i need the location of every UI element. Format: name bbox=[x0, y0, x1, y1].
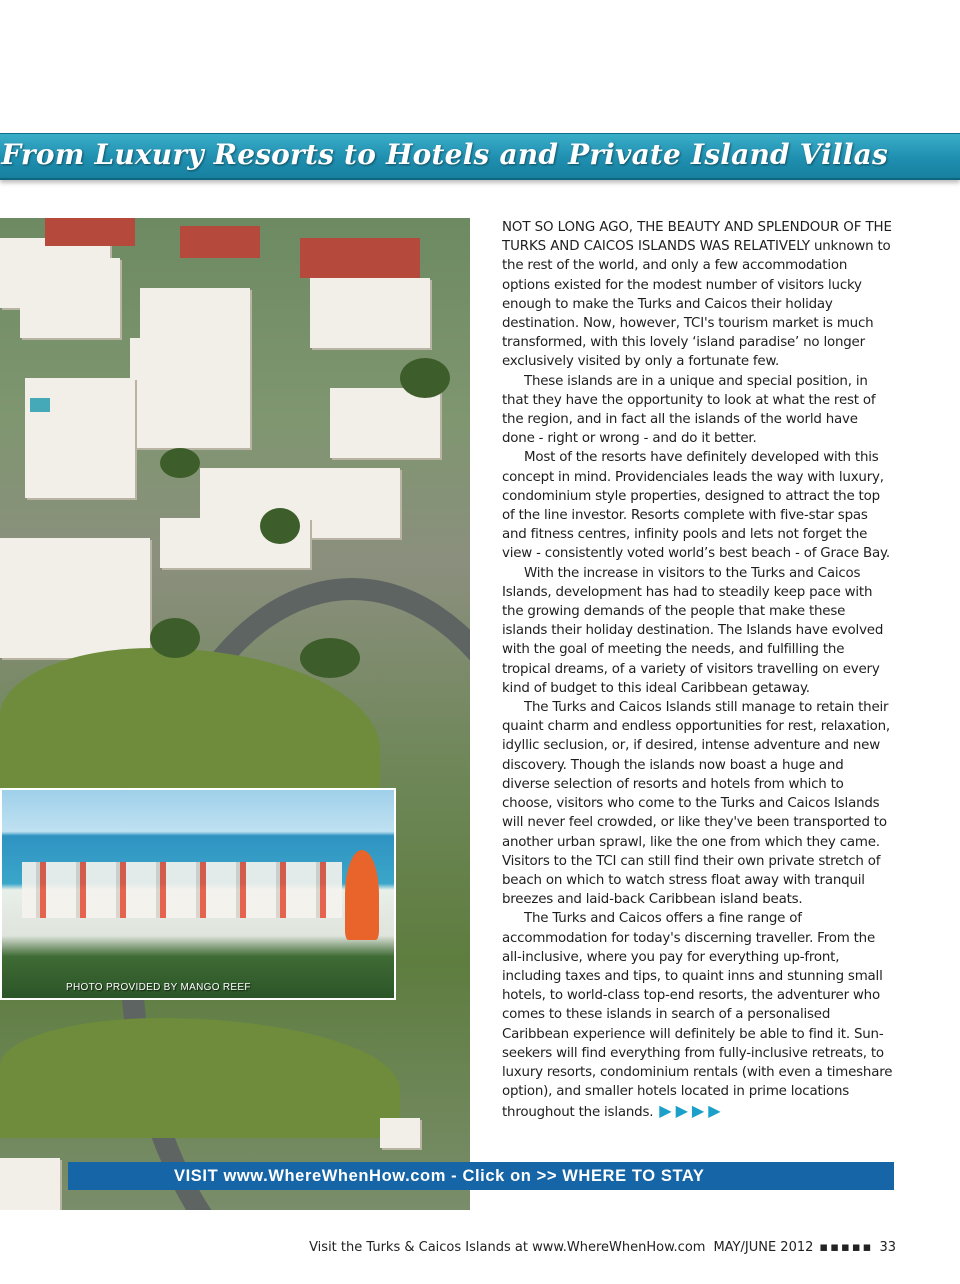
page-footer bbox=[309, 1240, 896, 1255]
issue-date: MAY/JUNE 2012 bbox=[713, 1240, 814, 1255]
page-number: 33 bbox=[879, 1240, 896, 1255]
visit-website-banner[interactable]: VISIT www.WhereWhenHow.com - Click on >> WHERE TO STAY bbox=[68, 1162, 894, 1190]
article-body bbox=[502, 218, 894, 1123]
terrace-chairs bbox=[22, 862, 342, 918]
article-paragraph: Most of the resorts have definitely developed with this concept in mind. Providenciales leads the way with luxury, condominium style properties, designed to attract the top of the line investor. Resorts complete with five-star spas and fitness centres, infinity pools and lets not forget the view - consistently voted world’s best beach - of Grace Bay. bbox=[502, 450, 890, 562]
article-paragraph bbox=[502, 218, 894, 372]
lead-rest: unknown to the rest of the world, and only a few accommodation options existed for the modest number of visitors lucky enough to make the Turks and Caicos their holiday destination. Now, however, TCI's tourism market is much transformed, with this lovely ‘island paradise’ no longer exclusively visited by only a fortunate few. bbox=[502, 239, 891, 370]
aerial-resort-photo bbox=[0, 218, 470, 1210]
article-paragraph: The Turks and Caicos Islands still manage to retain their quaint charm and endless opportunities for rest, relaxation, idyllic seclusion, or, if desired, intense adventure and new discovery. Though the islands now boast a huge and diverse selection of resorts and hotels from which to choose, visitors who come to the Turks and Caicos Islands will never feel crowded, or like they've been transported to another urban sprawl, like the one from which they came. Visitors to the TCI can still find their own private stretch of beach on which to watch stress float away with tranquil breezes and laid-back Caribbean island beats. bbox=[502, 700, 890, 908]
page-title: From Luxury Resorts to Hotels and Private Island Villas bbox=[1, 138, 888, 171]
orange-umbrella bbox=[345, 850, 379, 940]
article-paragraph: These islands are in a unique and special position, in that they have the opportunity to look at what the rest of the region, and in fact all the islands of the world have done - right or wrong - and do it better. bbox=[502, 373, 876, 447]
title-banner bbox=[0, 133, 960, 180]
footer-text: Visit the Turks & Caicos Islands at www.WhereWhenHow.com bbox=[309, 1240, 706, 1255]
lead-in-caps: NOT SO LONG AGO, THE BEAUTY AND SPLENDOUR OF THE TURKS AND CAICOS ISLANDS WAS RELATIVELY bbox=[502, 220, 892, 255]
restaurant-terrace-photo bbox=[0, 788, 396, 1000]
article-paragraph-text: The Turks and Caicos offers a fine range of accommodation for today's discerning traveller. From the all-inclusive, where you pay for everything up-front, including taxes and tips, to quaint inns and stunning small hotels, to world-class top-end resorts, the adventurer who comes to these islands in search of a personalised Caribbean experience will definitely be able to find it. Sun-seekers will find everything from fully-inclusive retreats, to luxury resorts, condominium rentals (with even a timeshare option), and smaller hotels located in prime locations throughout the islands. bbox=[502, 911, 893, 1121]
article-paragraph bbox=[502, 909, 894, 1122]
photo-credit: PHOTO PROVIDED BY MANGO REEF bbox=[66, 982, 251, 993]
footer-dots: ▪▪▪▪▪ bbox=[819, 1240, 874, 1255]
article-paragraph: With the increase in visitors to the Turks and Caicos Islands, development has had to steadily keep pace with the growing demands of the people that make these islands their holiday destination. The Islands have evolved with the goal of meeting the needs, and fulfilling the tropical dreams, of a variety of visitors travelling on every kind of budget to this ideal Caribbean getaway. bbox=[502, 565, 884, 696]
continue-arrows-icon: ▶▶▶▶ bbox=[659, 1101, 725, 1121]
